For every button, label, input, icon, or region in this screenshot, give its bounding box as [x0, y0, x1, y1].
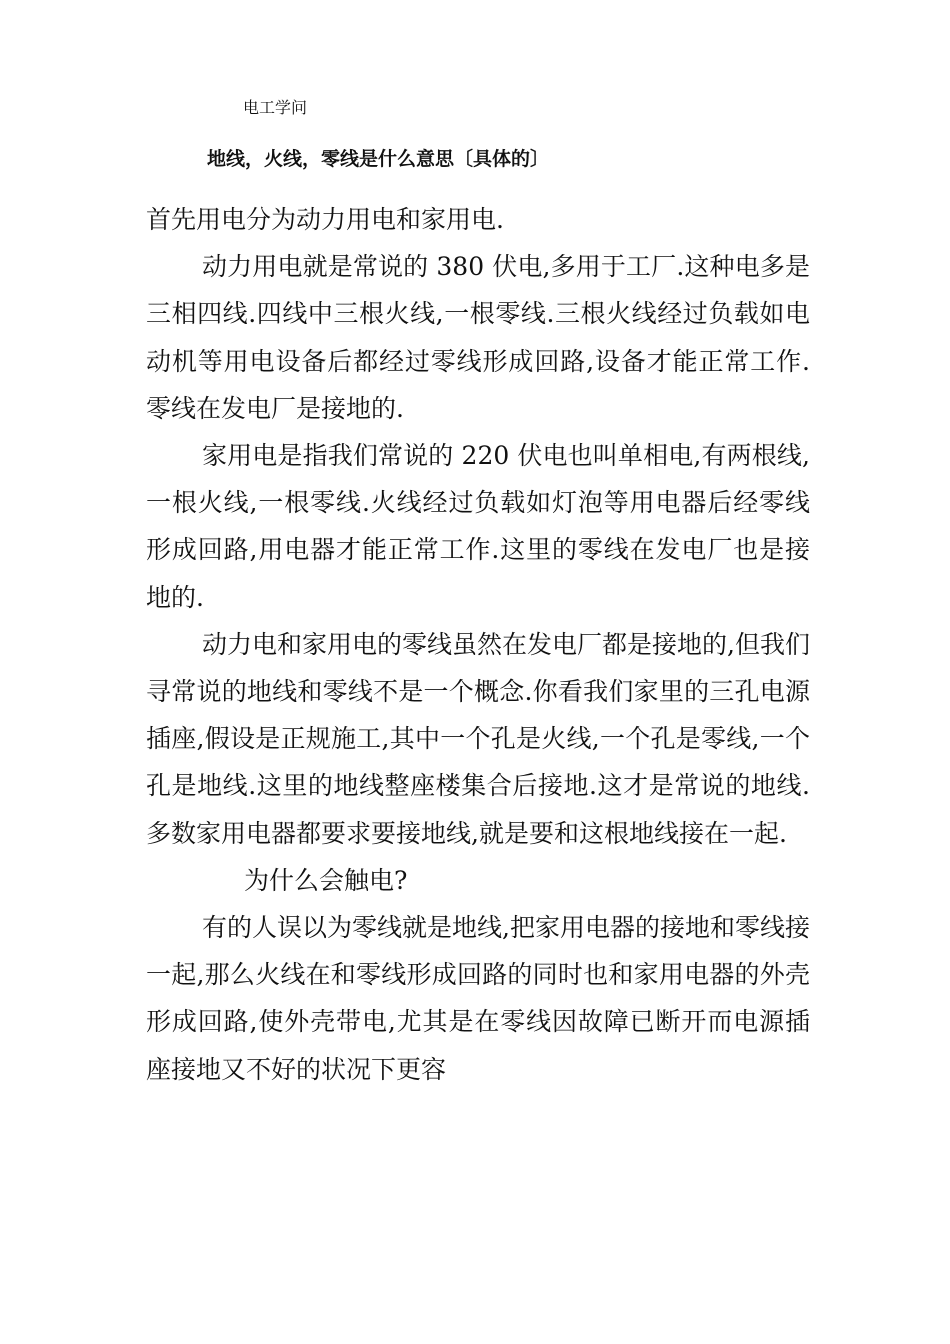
section-heading-electric-shock: 为什么会触电?: [244, 865, 408, 895]
paragraph-ground-vs-neutral: 动力电和家用电的零线虽然在发电厂都是接地的,但我们寻常说的地线和零线不是一个概念.你看我们家里的三孔电源插座,假设是正规施工,其中一个孔是火线,一个孔是零线,一个孔是地线.这里的地线整座楼集合后接地.这才是常说的地线.多数家用电器都要求要接地线,就是要和这根地线接在一起.: [146, 629, 810, 848]
document-body: [146, 196, 810, 1093]
paragraph-intro: 首先用电分为动力用电和家用电.: [146, 205, 504, 234]
paragraph-power-electricity: 动力用电就是常说的 380 伏电,多用于工厂.这种电多是三相四线.四线中三根火线,一根零线.三根火线经过负载如电动机等用电设备后都经过零线形成回路,设备才能正常工作.零线在发电厂是接地的.: [146, 252, 810, 423]
paragraph-shock-explanation: 有的人误以为零线就是地线,把家用电器的接地和零线接一起,那么火线在和零线形成回路的同时也和家用电器的外壳形成回路,使外壳带电,尤其是在零线因故障已断开而电源插座接地又不好的状况下更容: [146, 913, 810, 1084]
document-title: 地线，火线，零线是什么意思〔具体的〕: [207, 148, 550, 170]
paragraph-household-electricity: 家用电是指我们常说的 220 伏电也叫单相电,有两根线,一根火线,一根零线.火线经过负载如灯泡等用电器后经零线形成回路,用电器才能正常工作.这里的零线在发电厂也是接地的.: [146, 441, 810, 612]
page-header: 电工学问: [243, 98, 308, 117]
